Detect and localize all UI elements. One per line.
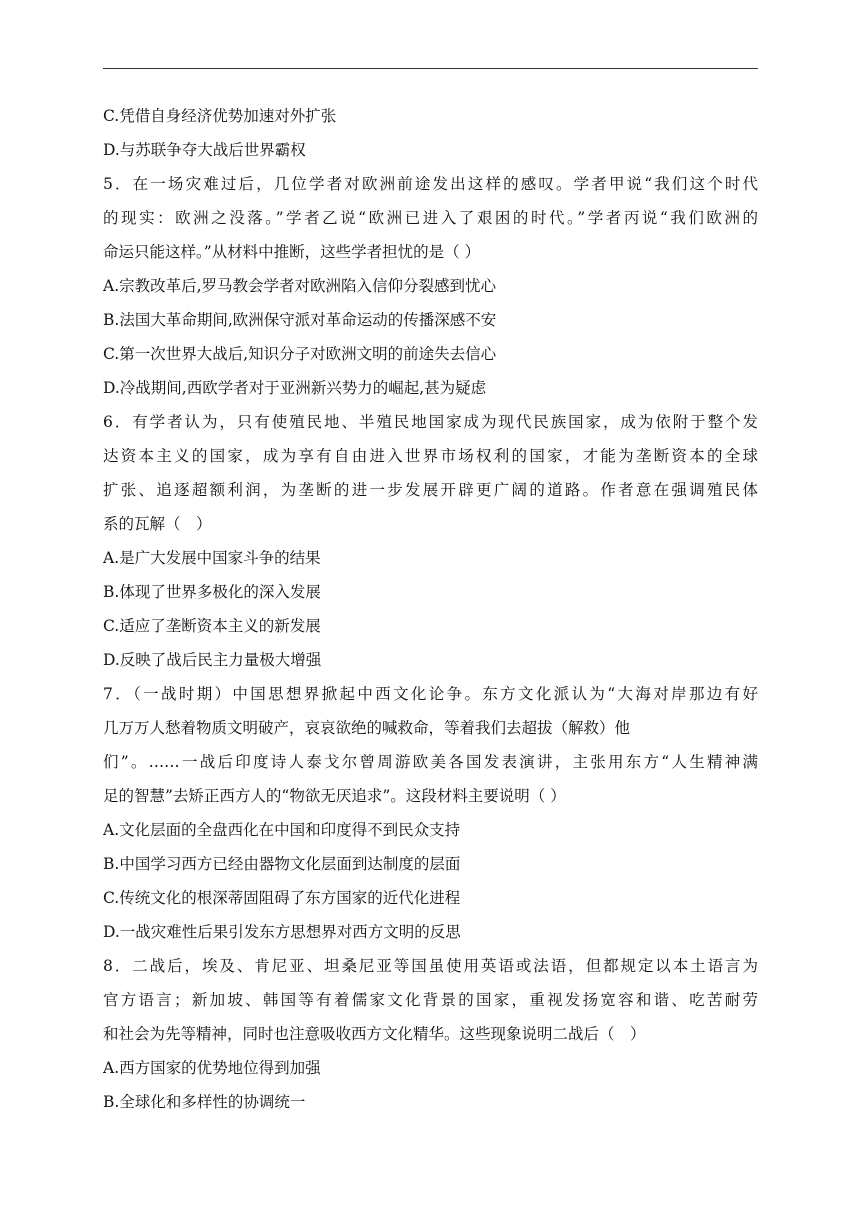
q6-option-a: A.是广大发展中国家斗争的结果 [103, 549, 321, 567]
q5-option-a: A.宗教改革后,罗马教会学者对欧洲陷入信仰分裂感到忧心 [103, 277, 497, 295]
q7-stem-line-3: 们”。……一战后印度诗人泰戈尔曾周游欧美各国发表演讲，主张用东方“人生精神满 [103, 753, 758, 771]
q7-stem-line-4: 足的智慧”去矫正西方人的“物欲无厌追求”。这段材料主要说明（ ） [103, 787, 566, 805]
header-rule [103, 68, 758, 69]
q8-stem-line-2: 官方语言；新加坡、韩国等有着儒家文化背景的国家，重视发扬宽容和谐、吃苦耐劳 [103, 991, 758, 1009]
q5-stem-line-1: 5．在一场灾难过后，几位学者对欧洲前途发出这样的感叹。学者甲说“我们这个时代 [103, 175, 758, 193]
q7-option-a: A.文化层面的全盘西化在中国和印度得不到民众支持 [103, 821, 461, 839]
q6-option-b: B.体现了世界多极化的深入发展 [103, 583, 321, 601]
q6-stem-line-3: 扩张、追逐超额利润，为垄断的进一步发展开辟更广阔的道路。作者意在强调殖民体 [103, 481, 758, 499]
q5-option-d: D.冷战期间,西欧学者对于亚洲新兴势力的崛起,甚为疑虑 [103, 379, 487, 397]
q5-stem-line-3: 命运只能这样。”从材料中推断，这些学者担忧的是（ ） [103, 243, 481, 261]
q7-option-c: C.传统文化的根深蒂固阻碍了东方国家的近代化进程 [103, 889, 461, 907]
q8-stem-line-3: 和社会为先等精神，同时也注意吸收西方文化精华。这些现象说明二战后（ ） [103, 1025, 646, 1043]
q4-option-d: D.与苏联争夺大战后世界霸权 [103, 141, 306, 159]
q6-option-c: C.适应了垄断资本主义的新发展 [103, 617, 321, 635]
q6-stem-line-4: 系的瓦解（ ） [103, 515, 212, 533]
q5-option-b: B.法国大革命期间,欧洲保守派对革命运动的传播深感不安 [103, 311, 497, 329]
q4-option-c: C.凭借自身经济优势加速对外扩张 [103, 107, 337, 125]
q8-stem-line-1: 8．二战后，埃及、肯尼亚、坦桑尼亚等国虽使用英语或法语，但都规定以本土语言为 [103, 957, 758, 975]
q5-stem-line-2: 的现实：欧洲之没落。”学者乙说“欧洲已进入了艰困的时代。”学者丙说“我们欧洲的 [103, 209, 758, 227]
q8-option-a: A.西方国家的优势地位得到加强 [103, 1059, 321, 1077]
q6-stem-line-2: 达资本主义的国家，成为享有自由进入世界市场权利的国家，才能为垄断资本的全球 [103, 447, 758, 465]
document-body [103, 99, 758, 1119]
q6-option-d: D.反映了战后民主力量极大增强 [103, 651, 322, 669]
q7-option-b: B.中国学习西方已经由器物文化层面到达制度的层面 [103, 855, 461, 873]
q6-stem-line-1: 6．有学者认为，只有使殖民地、半殖民地国家成为现代民族国家，成为依附于整个发 [103, 413, 758, 431]
q8-option-b: B.全球化和多样性的协调统一 [103, 1093, 306, 1111]
q7-option-d: D.一战灾难性后果引发东方思想界对西方文明的反思 [103, 923, 461, 941]
q7-stem-line-1: 7．（一战时期）中国思想界掀起中西文化论争。东方文化派认为“大海对岸那边有好 [103, 685, 758, 703]
q5-option-c: C.第一次世界大战后,知识分子对欧洲文明的前途失去信心 [103, 345, 497, 363]
q7-stem-line-2: 几万万人愁着物质文明破产，哀哀欲绝的喊救命，等着我们去超拔（解救）他 [103, 719, 631, 737]
